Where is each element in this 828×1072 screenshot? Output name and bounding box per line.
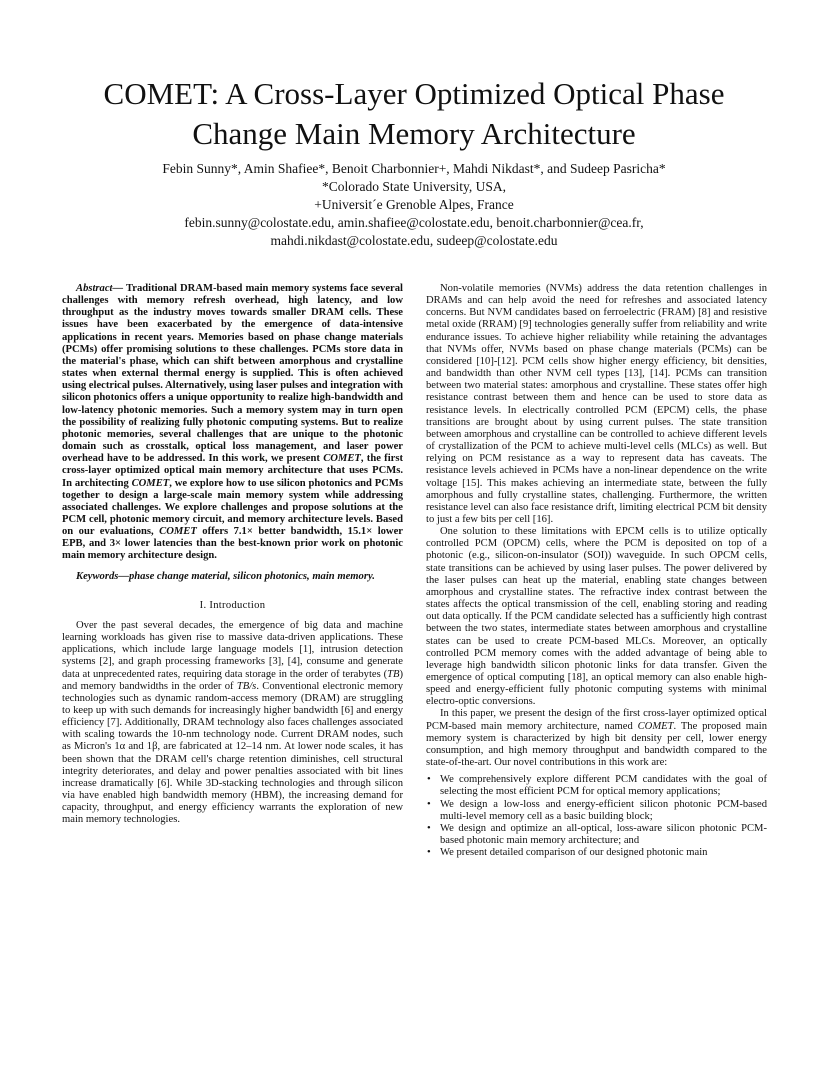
opcm-paragraph: One solution to these limitations with EPCM cells is to utilize optically controlled PCM (OPCM) cells, where the PCM is deposited on top of a photonic (e.g., silicon-on-insulator (SOI)) waveguide. In such OPCM cells, state transitions can be achieved by using laser pulses. The power delivered by the laser pulses can heat up the material, enabling state changes between amorphous and crystalline states. The refractive index contrast between the states affects the optical transmission of the cell, enabling storing and reading out data optically. If the PCM candidate selected has a sufficiently high contrast between the two states, intermediate states between amorphous and crystalline states can be used to create PCM-based MLCs. Moreover, an optically controlled PCM memory comes with the added advantage of being able to leverage high bandwidth silicon photonic links for data transfer. Given the emergence of optical computing [18], an optical memory can also enable high-speed and energy-efficient fully photonic computing systems with minimal electro-optic conversions. [426,526,767,708]
abstract-text-3: , we explore how to use silicon photonics and PCMs together to design a large-scale main memory system while addressing associated challenges. We explore challenges and propose solutions at the PCM cell, photonic memory circuit, and memory architecture levels. Based on our evaluations, [62,477,404,538]
list-item: • We present detailed comparison of our designed photonic main [426,847,767,859]
title-line-1: COMET: A Cross-Layer Optimized Optical Phase [103,76,725,111]
list-item: • We comprehensively explore different PCM candidates with the goal of selecting the most efficient PCM for optical memory applications; [426,774,767,798]
author-emails-1: febin.sunny@colostate.edu, amin.shafiee@colostate.edu, benoit.charbonnier@cea.fr, [184,215,644,230]
list-item: • We design and optimize an all-optical, loss-aware silicon photonic PCM-based photonic main memory architecture; and [426,823,767,847]
nvm-paragraph: Non-volatile memories (NVMs) address the data retention challenges in DRAMs and can help avoid the need for refreshes and associated latency concerns. But NVM candidates based on ferroelectric (FRAM) [8] and resistive metal oxide (RRAM) [9] technologies generally suffer from reliability and write endurance issues. To achieve higher reliability while retaining the advantages that NVMs offer, NVMs based on phase change materials (PCMs) can be considered [10]-[12]. PCM cells show higher energy efficiency, bit densities, and bandwidth than other NVM cell types [13], [14]. PCMs can transition between two material states: amorphous and crystalline. These states offer high resistance contrast between them and hence can be used to store data as resistance levels. In electrically controlled PCM (EPCM) cells, the phase transitions are brought about by using current pulses. The state transition between amorphous and crystalline can be controlled to achieve different levels of crystallization of the PCM to achieve multi-level cells (MLCs) as well. But relying on PCM resistance as a way to represent data has caveats. The resistance levels achieved in PCMs have a non-linear dependence on the write voltage [15]. This makes achieving an intermediate state, between the fully amorphous and fully crystalline states, challenging. Furthermore, the written resistance level can also face resistance drift, limiting electrical PCM bit density to just a few bits per cell [16]. [426,283,767,525]
abstract-label: Abstract— [76,283,124,294]
affiliation-1: *Colorado State University, USA, [322,179,506,194]
intro-tbs: TB/s [236,680,257,692]
affiliation-2: +Universit´e Grenoble Alpes, France [314,197,514,212]
overview-text-b: . The proposed main memory system is characterized by high bit density per cell, lower energy consumption, and high memory throughput and bandwidth compared to the state-of-the-art. Our novel contributions in this work are: [426,720,767,769]
abstract-text-4: offers 7.1× better bandwidth, 15.1× lower EPB, and 3× lower latencies than the best-known prior work on photonic main memory architecture design. [62,526,403,562]
abstract [62,283,403,563]
keywords: Keywords—phase change material, silicon photonics, main memory. [76,570,375,582]
intro-text-a: Over the past several decades, the emergence of big data and machine learning workloads has given rise to massive data-driven applications. These applications, which include large language models [1], intrusion detection systems [2], and graph processing frameworks [3], [4], consume and generate data at unprecedented rates, requiring data storage in the order of terabytes ( [62,619,403,680]
abstract-text-1: Traditional DRAM-based main memory systems face several challenges with memory refresh overhead, high latency, and low throughput as the industry moves towards smaller DRAM cells. These issues have been exacerbated by the emergence of data-intensive applications in recent years. Memories based on phase change materials (PCMs) offer promising solutions to these challenges. PCMs store data in the material's phase, which can shift between amorphous and crystalline states when external thermal energy is supplied. This is often achieved using electrical pulses. Alternatively, using laser pulses and integration with silicon photonics offers a unique opportunity to realize high-bandwidth and low-latency photonic memories. Such a memory system may in turn open the possibility of realizing fully photonic computing systems. But to realize photonic memories, several challenges that are unique to the photonic domain such as crosstalk, optical loss management, and laser power overhead have to be addressed. In this work, we present [62,283,403,465]
left-column [62,283,403,827]
title-line-2: Change Main Memory Architecture [192,116,636,151]
abstract-comet-1: COMET [323,453,361,465]
abstract-comet-3: COMET [159,526,197,538]
intro-paragraph [62,620,403,827]
intro-tb: TB [387,668,400,680]
overview-text-a: In this paper, we present the design of the first cross-layer optimized optical PCM-based main memory architecture, named [426,708,767,732]
intro-text-b: ) and memory bandwidths in the order of [62,668,403,692]
paper-overview-paragraph [426,708,767,769]
paper-title [40,74,788,154]
overview-comet: COMET [637,720,674,732]
contributions-list [426,774,767,859]
section-heading-introduction: I. Introduction [199,599,266,611]
author-block [40,160,788,250]
right-column [426,283,767,859]
abstract-text-2: , the first cross-layer optimized optical main memory architecture that uses PCMs. In architecting [62,453,403,489]
author-names: Febin Sunny*, Amin Shafiee*, Benoit Charbonnier+, Mahdi Nikdast*, and Sudeep Pasricha* [162,161,666,176]
intro-text-c: . Conventional electronic memory technologies such as dynamic random-access memory (DRAM) are struggling to keep up with such demands for increasingly higher bandwidth [6] and energy efficiency [7]. Additionally, DRAM technology also faces challenges associated with scaling towards the 10-nm technology node. Current DRAM nodes, such as Micron's 1α and 1β, are fabricated at 12–14 nm. At lower node scales, it has been shown that the DRAM cell's charge retention diminishes, cell structural integrity deteriorates, and delay and power penalties associated with bit lines increase dramatically [6]. While 3D-stacking technologies and through silicon via have enabled high bandwidth memory (HBM), the increasing demand for capacity, throughput, and energy efficiency warrants the exploration of new main memory technologies. [62,680,403,826]
list-item: • We design a low-loss and energy-efficient silicon photonic PCM-based multi-level memory cell as a basic building block; [426,799,767,823]
author-emails-2: mahdi.nikdast@colostate.edu, sudeep@colostate.edu [270,233,558,248]
abstract-comet-2: COMET [131,477,170,489]
